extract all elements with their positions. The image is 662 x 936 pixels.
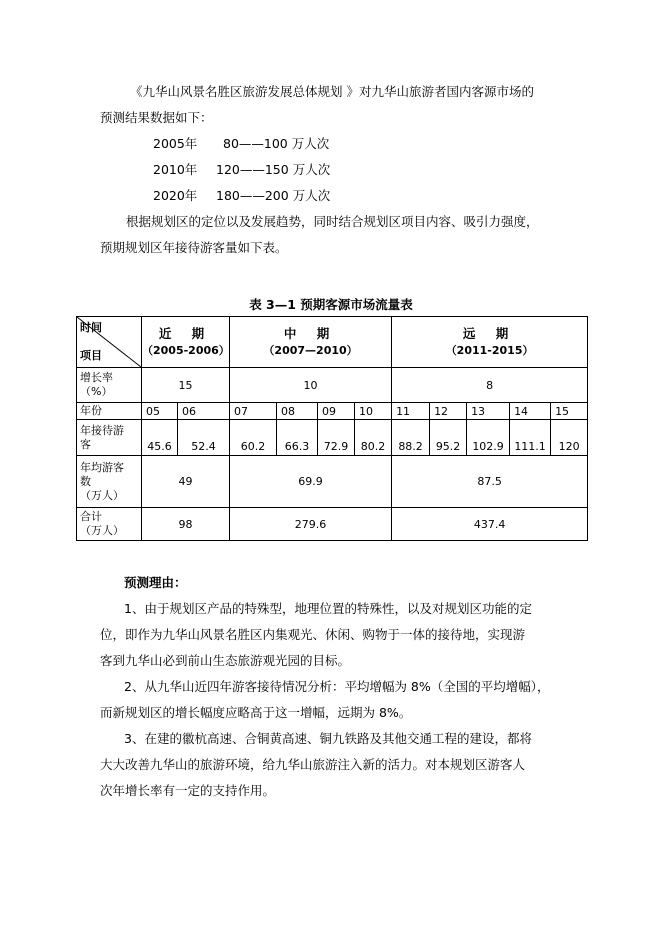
reason-1-line-2: 位，即作为九华山风景名胜区内集观光、休闲、购物于一体的接待地，实现游: [100, 627, 526, 642]
period-near-years: （2005-2006）: [142, 344, 230, 357]
reason-3-line-2: 大大改善九华山的旅游环境，给九华山旅游注入新的活力。对本规划区游客人: [100, 757, 526, 772]
intro-line-3: 根据规划区的定位以及发展趋势，同时结合规划区项目内容、吸引力强度，: [126, 214, 539, 229]
average-far: 87.5: [392, 456, 588, 508]
visitors-cell: 80.2: [355, 420, 392, 456]
reason-2-line-1: 2、从九华山近四年游客接待情况分析：平均增幅为 8%（全国的平均增幅），: [124, 679, 550, 694]
year-cell: 10: [355, 403, 392, 420]
corner-header-cell: [77, 317, 142, 368]
visitor-flow-table: [76, 316, 588, 541]
visitors-cell: 95.2: [430, 420, 467, 456]
intro-line-2: 预测结果数据如下：: [100, 110, 213, 125]
corner-item-label: 项目: [80, 349, 102, 362]
table-caption: 表 3—1 预期客源市场流量表: [249, 297, 413, 312]
total-near: 98: [142, 508, 230, 541]
year-cell: 08: [277, 403, 318, 420]
total-label: [77, 508, 142, 541]
average-row: [77, 456, 588, 508]
visitors-cell: 66.3: [277, 420, 318, 456]
period-mid: [230, 317, 392, 368]
visitors-label-line-1: 年接待游: [80, 423, 124, 437]
visitors-label: [77, 420, 142, 456]
average-label-line-1: 年均游客: [80, 460, 124, 474]
average-mid: 69.9: [230, 456, 392, 508]
growth-near: 15: [142, 368, 230, 403]
period-near-name: 近 期: [158, 326, 213, 341]
total-row: [77, 508, 588, 541]
total-label-line-1: 合计: [80, 510, 102, 523]
growth-row: [77, 368, 588, 403]
total-mid: 279.6: [230, 508, 392, 541]
visitors-cell: 60.2: [230, 420, 277, 456]
visitors-cell: 102.9: [467, 420, 510, 456]
reasons-heading: 预测理由：: [124, 575, 187, 590]
growth-label-line-1: 增长率: [80, 371, 113, 384]
year-cell: 15: [551, 403, 588, 420]
forecast-year-2020: 2020年: [153, 188, 198, 203]
forecast-range-2020: 180——200 万人次: [216, 188, 331, 203]
growth-label: [77, 368, 142, 403]
year-cell: 13: [467, 403, 510, 420]
average-label: [77, 456, 142, 508]
period-mid-name: 中 期: [283, 326, 338, 341]
year-cell: 07: [230, 403, 277, 420]
forecast-year-2005: 2005年: [153, 136, 198, 151]
year-cell: 12: [430, 403, 467, 420]
year-cell: 14: [510, 403, 551, 420]
visitors-cell: 52.4: [178, 420, 230, 456]
forecast-range-2005: 80——100 万人次: [223, 136, 330, 151]
growth-mid: 10: [230, 368, 392, 403]
intro-line-4: 预期规划区年接待游客量如下表。: [100, 240, 288, 255]
period-near: [142, 317, 230, 368]
average-label-line-3: （万人）: [80, 488, 124, 502]
corner-time-label: 时间: [80, 321, 102, 334]
forecast-year-2010: 2010年: [153, 162, 198, 177]
visitors-cell: 120: [551, 420, 588, 456]
year-label: 年份: [77, 403, 142, 420]
average-near: 49: [142, 456, 230, 508]
period-far: [392, 317, 588, 368]
average-label-line-2: 数: [80, 474, 91, 488]
forecast-range-2010: 120——150 万人次: [216, 162, 331, 177]
visitors-cell: 88.2: [392, 420, 430, 456]
year-cell: 11: [392, 403, 430, 420]
year-cell: 09: [318, 403, 355, 420]
total-far: 437.4: [392, 508, 588, 541]
period-far-name: 远 期: [462, 326, 517, 341]
year-cell: 06: [178, 403, 230, 420]
reason-3-line-1: 3、在建的徽杭高速、合铜黄高速、铜九铁路及其他交通工程的建设，都将: [124, 731, 532, 746]
reason-1-line-3: 客到九华山必到前山生态旅游观光园的目标。: [100, 653, 351, 668]
total-label-line-2: （万人）: [80, 524, 124, 537]
growth-far: 8: [392, 368, 588, 403]
period-mid-years: （2007—2010）: [263, 344, 358, 357]
reason-1-line-1: 1、由于规划区产品的特殊型，地理位置的特殊性，以及对规划区功能的定: [124, 601, 532, 616]
year-row: [77, 403, 588, 420]
period-far-years: （2011-2015）: [445, 344, 534, 357]
intro-line-1: 《九华山风景名胜区旅游发展总体规划 》对九华山旅游者国内客源市场的: [130, 84, 534, 99]
visitors-row: [77, 420, 588, 456]
visitors-cell: 72.9: [318, 420, 355, 456]
year-cell: 05: [142, 403, 178, 420]
reason-3-line-3: 次年增长率有一定的支持作用。: [100, 783, 276, 798]
table-header-row: [77, 317, 588, 368]
visitors-cell: 111.1: [510, 420, 551, 456]
visitors-label-line-2: 客: [80, 437, 91, 451]
growth-label-line-2: （%）: [80, 385, 113, 398]
reason-2-line-2: 而新规划区的增长幅度应略高于这一增幅，远期为 8%。: [100, 705, 412, 720]
visitors-cell: 45.6: [142, 420, 178, 456]
